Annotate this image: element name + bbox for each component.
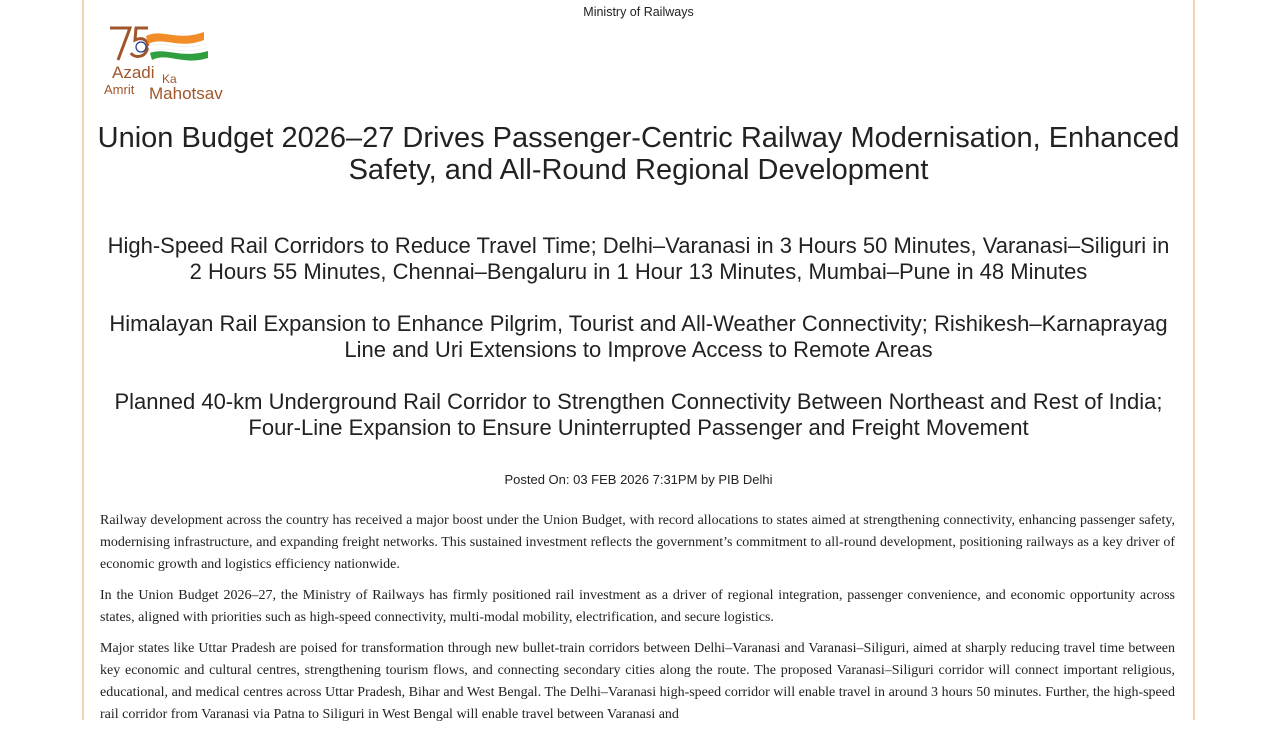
logo-amrit-text: Amrit	[104, 82, 135, 97]
article-body	[100, 510, 1175, 735]
ministry-name: Ministry of Railways	[583, 5, 694, 19]
press-release-page	[82, 0, 1195, 720]
azadi-ka-amrit-mahotsav-logo	[104, 22, 244, 104]
logo-azadi-text: Azadi	[112, 63, 155, 82]
logo-75-flag-graphic	[104, 22, 214, 68]
posted-on-line: Posted On: 03 FEB 2026 7:31PM by PIB Delhi	[504, 472, 773, 487]
body-paragraph: Major states like Uttar Pradesh are poised for transformation through new bullet-train corridors between Delhi–Varanasi and Varanasi–Siliguri, aimed at sharply reducing travel time between key economic and cultural centres, strengthening tourism flows, and connecting secondary cities along the route. The proposed Varanasi–Siliguri corridor will connect important religious, educational, and medical centres across Uttar Pradesh, Bihar and West Bengal. The Delhi–Varanasi high-speed corridor will enable travel in around 3 hours 50 minutes. Further, the high-speed rail corridor from Varanasi via Patna to Siliguri in West Bengal will enable travel between Varanasi and	[100, 641, 1175, 722]
body-paragraph: Railway development across the country has received a major boost under the Union Budget, with record allocations to states aimed at strengthening connectivity, enhancing passenger safety, modernising infrastructure, and expanding freight networks. This sustained investment reflects the government’s commitment to all-round development, positioning railways as a key driver of economic growth and logistics efficiency nationwide.	[100, 513, 1175, 572]
subheading-himalayan-rail: Himalayan Rail Expansion to Enhance Pilgrim, Tourist and All-Weather Connectivity; Rishikesh–Karnaprayag Line and Uri Extensions to Improve Access to Remote Areas	[109, 311, 1168, 362]
body-paragraph: In the Union Budget 2026–27, the Ministry of Railways has firmly positioned rail investment as a driver of regional integration, passenger convenience, and economic opportunity across states, aligned with priorities such as high-speed connectivity, multi-modal mobility, electrification, and secure logistics.	[100, 588, 1175, 625]
logo-ka-text: Ka	[162, 72, 177, 86]
article-title: Union Budget 2026–27 Drives Passenger-Centric Railway Modernisation, Enhanced Safety, and All-Round Regional Development	[97, 122, 1180, 186]
subheading-underground-corridor: Planned 40-km Underground Rail Corridor to Strengthen Connectivity Between Northeast and Rest of India; Four-Line Expansion to Ensure Uninterrupted Passenger and Freight Movement	[114, 389, 1163, 440]
logo-mahotsav-text: Mahotsav	[149, 84, 223, 103]
subheading-high-speed-rail: High-Speed Rail Corridors to Reduce Travel Time; Delhi–Varanasi in 3 Hours 50 Minutes, Varanasi–Siliguri in 2 Hours 55 Minutes, Chennai–Bengaluru in 1 Hour 13 Minutes, Mumbai–Pune in 48 Minutes	[107, 233, 1170, 284]
